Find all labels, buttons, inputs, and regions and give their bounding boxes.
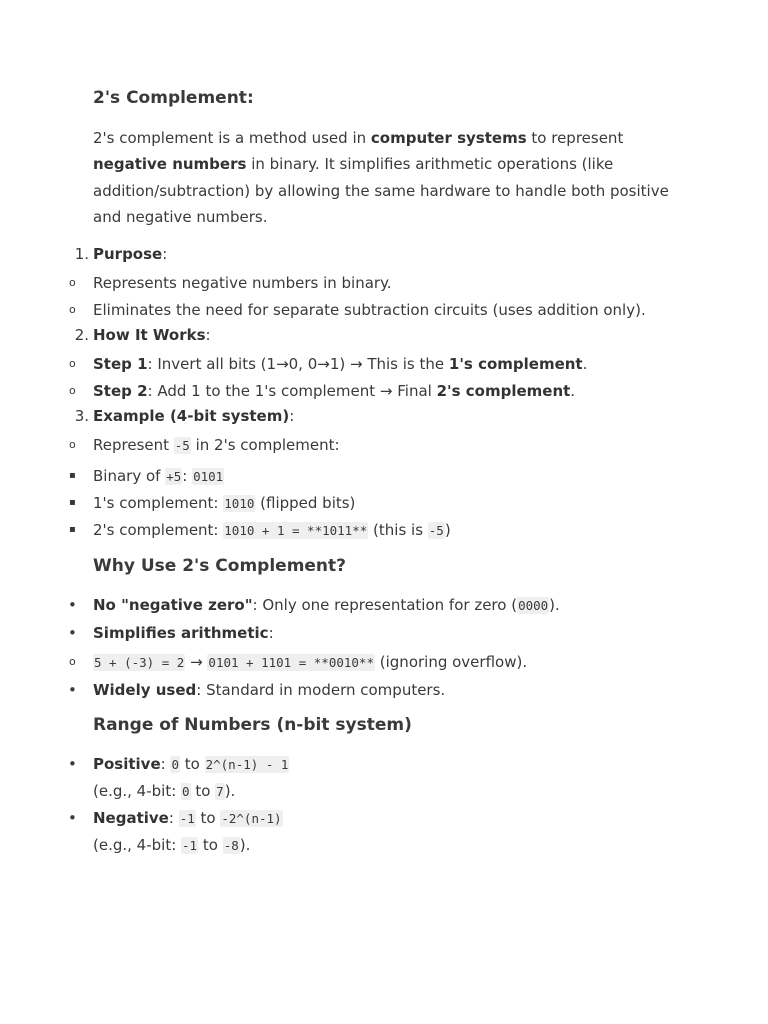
inline-code: -2^(n-1) [221,811,282,827]
list-number: 3. [74,407,89,426]
step2-text: : Add 1 to the 1's complement → Final [147,382,437,401]
heading-twos-complement: 2's Complement: [93,88,254,108]
list-item-example [74,404,693,428]
why-no-negative-zero [68,593,693,618]
document-content [68,86,693,858]
text: to [190,782,216,801]
purpose-item-text: Represents negative numbers in binary. [93,274,392,293]
purpose-subitem [69,298,693,322]
colon: : [289,407,295,426]
bold-text: Negative [93,809,169,828]
circle-bullet-icon: o [69,276,76,290]
circle-bullet-icon: o [69,384,76,398]
inline-code: 0101 [193,469,224,485]
text: to [195,809,221,828]
text: : Only one representation for zero ( [252,596,518,615]
text: : Standard in modern computers. [196,681,446,700]
text: : [160,755,171,774]
range-positive [68,752,693,777]
intro-text: 2's complement is a method used in [93,129,371,147]
range-negative-example [93,833,693,858]
disc-bullet-icon: • [68,755,77,774]
text: ) [444,521,451,540]
colon: : [162,245,168,264]
inline-code: -1 [179,811,195,827]
heading-range: Range of Numbers (n-bit system) [93,715,412,736]
text: ). [549,596,560,615]
list-number: 2. [74,326,89,345]
text: Represent [93,436,174,455]
text: to [180,755,205,774]
bold-text: Widely used [93,681,197,700]
text: 2's complement: [93,521,224,540]
square-bullet-icon: ▪ [69,524,76,536]
step1-item [69,352,693,376]
inline-code: -5 [428,523,444,539]
purpose-subitem [69,271,693,295]
circle-bullet-icon: o [69,303,76,317]
step1-bold: 1's complement [448,355,583,374]
example-twos [69,518,693,543]
text: (ignoring overflow). [375,653,528,672]
square-bullet-icon: ▪ [69,497,76,509]
range-positive-example [93,779,693,804]
disc-bullet-icon: • [68,809,77,828]
text: Binary of [93,467,166,486]
text: ). [224,782,236,801]
example-ones [69,491,693,516]
inline-code: -1 [182,838,198,854]
intro-text: in binary. It simplifies arithmetic operations (like addition/subtraction) by allowing the same hardware to handle both positive and negative numbers. [93,155,669,226]
inline-code: 5 + (-3) = 2 [94,655,185,671]
disc-bullet-icon: • [68,681,77,700]
text: (e.g., 4-bit: [93,782,182,801]
inline-code: 1010 + 1 = **1011** [224,523,368,539]
intro-text: to represent [526,129,624,147]
step2-label: Step 2 [93,382,148,401]
inline-code: -5 [174,438,190,454]
range-negative [68,806,693,831]
colon: : [205,326,211,345]
inline-code: 0101 + 1101 = **0010** [208,655,374,671]
why-sample [69,650,693,675]
example-title: Example (4-bit system) [93,407,290,426]
text: : [268,624,274,643]
text: in 2's complement: [190,436,340,455]
inline-code: 0000 [518,598,549,614]
inline-code: 1010 [224,496,255,512]
text: 1's complement: [93,494,224,513]
text: : [182,467,193,486]
bold-text: Positive [93,755,161,774]
text: (flipped bits) [255,494,356,513]
intro-paragraph [93,125,693,230]
inline-code: 0 [171,757,179,773]
circle-bullet-icon: o [69,357,76,371]
inline-code: -8 [223,838,239,854]
text: : [168,809,179,828]
arrow-text: → [185,653,208,672]
list-number: 1. [74,245,89,264]
intro-bold-computer-systems: computer systems [370,129,527,147]
inline-code: 2^(n-1) - 1 [205,757,289,773]
bold-text: Simplifies arithmetic [93,624,269,643]
heading-why-use: Why Use 2's Complement? [93,556,347,577]
period: . [582,355,588,374]
circle-bullet-icon: o [69,438,76,452]
purpose-item-text: Eliminates the need for separate subtraction circuits (uses addition only). [93,301,646,320]
list-item-how-it-works [74,323,693,347]
inline-code: 0 [182,784,190,800]
why-widely-used [68,678,693,702]
intro-bold-negative-numbers: negative numbers [93,155,247,174]
disc-bullet-icon: • [68,624,77,643]
step2-bold: 2's complement [436,382,571,401]
step1-label: Step 1 [93,355,148,374]
inline-code: +5 [166,469,182,485]
example-represent [69,433,693,458]
how-title: How It Works [93,326,206,345]
square-bullet-icon: ▪ [69,470,76,482]
purpose-title: Purpose [93,245,163,264]
circle-bullet-icon: o [69,655,76,669]
step2-item [69,379,693,403]
step1-text: : Invert all bits (1→0, 0→1) → This is the [147,355,449,374]
why-simplifies [68,621,693,645]
bold-text: No "negative zero" [93,596,253,615]
disc-bullet-icon: • [68,596,77,615]
text: ). [239,836,251,855]
inline-code: 7 [216,784,224,800]
text: to [198,836,223,855]
text: (e.g., 4-bit: [93,836,182,855]
text: (this is [368,521,428,540]
period: . [570,382,576,401]
example-binary [69,464,693,489]
list-item-purpose [74,242,693,266]
